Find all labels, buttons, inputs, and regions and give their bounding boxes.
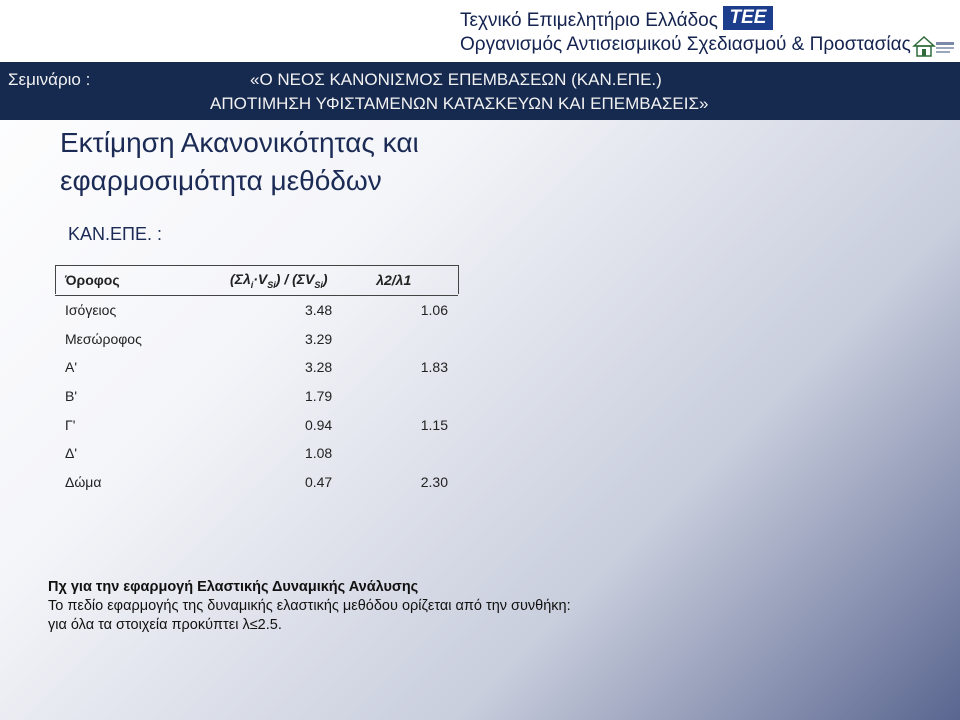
table-row [55, 468, 458, 497]
note-line1: Το πεδίο εφαρμογής της δυναμικής ελαστικής μεθόδου ορίζεται από την συνθήκη: [48, 598, 571, 614]
slide-title-line2: εφαρμοσιμότητα μεθόδων [60, 165, 382, 196]
irregularity-table [55, 265, 458, 497]
table-row [55, 382, 458, 411]
cell-ratio: 3.29 [304, 330, 333, 347]
cell-ratio: 1.79 [304, 388, 333, 405]
top-header [0, 0, 960, 62]
cell-lambda [366, 439, 458, 468]
seminar-label: Σεμινάριο : [8, 70, 91, 89]
cell-floor: Ισόγειος [65, 302, 117, 319]
cell-floor: Δ' [65, 445, 78, 462]
cell-floor: Α' [65, 359, 78, 376]
slide-title [60, 124, 419, 200]
tee-logo: ΤΕΕ [723, 6, 773, 30]
note-line2: για όλα τα στοιχεία προκύπτει λ≤2.5. [48, 617, 282, 633]
table-row [55, 324, 458, 353]
header-ratio: $(\Sigma\lambda_i\cdot V_{Si}) / (\Sigma V_{Si})$ [212, 266, 366, 296]
house-logo-icon [912, 34, 956, 58]
table-row [55, 295, 458, 324]
seminar-title-line2: ΑΠΟΤΙΜΗΣΗ ΥΦΙΣΤΑΜΕΝΩΝ ΚΑΤΑΣΚΕΥΩΝ ΚΑΙ ΕΠΕΜΒΑΣΕΙΣ» [210, 94, 709, 113]
note-block [48, 578, 571, 635]
table-row [55, 439, 458, 468]
seminar-title-line1: «Ο ΝΕΟΣ ΚΑΝΟΝΙΣΜΟΣ ΕΠΕΜΒΑΣΕΩΝ (ΚΑΝ.ΕΠΕ.) [250, 70, 662, 89]
cell-ratio: 3.48 [304, 302, 333, 319]
cell-lambda: 1.15 [420, 416, 448, 433]
cell-floor: Δώμα [65, 474, 102, 491]
cell-lambda [366, 324, 458, 353]
cell-lambda: 2.30 [420, 474, 448, 491]
note-heading: Πχ για την εφαρμογή Ελαστικής Δυναμικής Ανάλυσης [48, 579, 419, 595]
section-label: ΚΑΝ.ΕΠΕ. : [68, 224, 163, 244]
cell-floor: Β' [65, 388, 78, 405]
table-row [55, 410, 458, 439]
cell-lambda [366, 382, 458, 411]
table-header-right-border [458, 265, 459, 294]
cell-floor: Γ' [65, 416, 76, 433]
cell-lambda: 1.06 [420, 302, 448, 319]
cell-ratio: 0.47 [304, 474, 333, 491]
cell-ratio: 1.08 [304, 445, 333, 462]
slide-title-line1: Εκτίμηση Ακανονικότητας και [60, 127, 419, 158]
org-name-line2: Οργανισμός Αντισεισμικού Σχεδιασμού & Προστασίας [460, 34, 911, 55]
cell-ratio: 0.94 [304, 416, 333, 433]
cell-ratio: 3.28 [304, 359, 333, 376]
cell-lambda: 1.83 [420, 359, 448, 376]
cell-floor: Μεσώροφος [65, 330, 142, 347]
seminar-banner [0, 62, 960, 120]
table-row [55, 353, 458, 382]
table-header-row [55, 266, 458, 296]
header-lambda: λ2/λ1 [366, 266, 458, 296]
header-floor: Όροφος [55, 266, 212, 296]
org-name-line1: Τεχνικό Επιμελητήριο Ελλάδος [460, 10, 718, 31]
